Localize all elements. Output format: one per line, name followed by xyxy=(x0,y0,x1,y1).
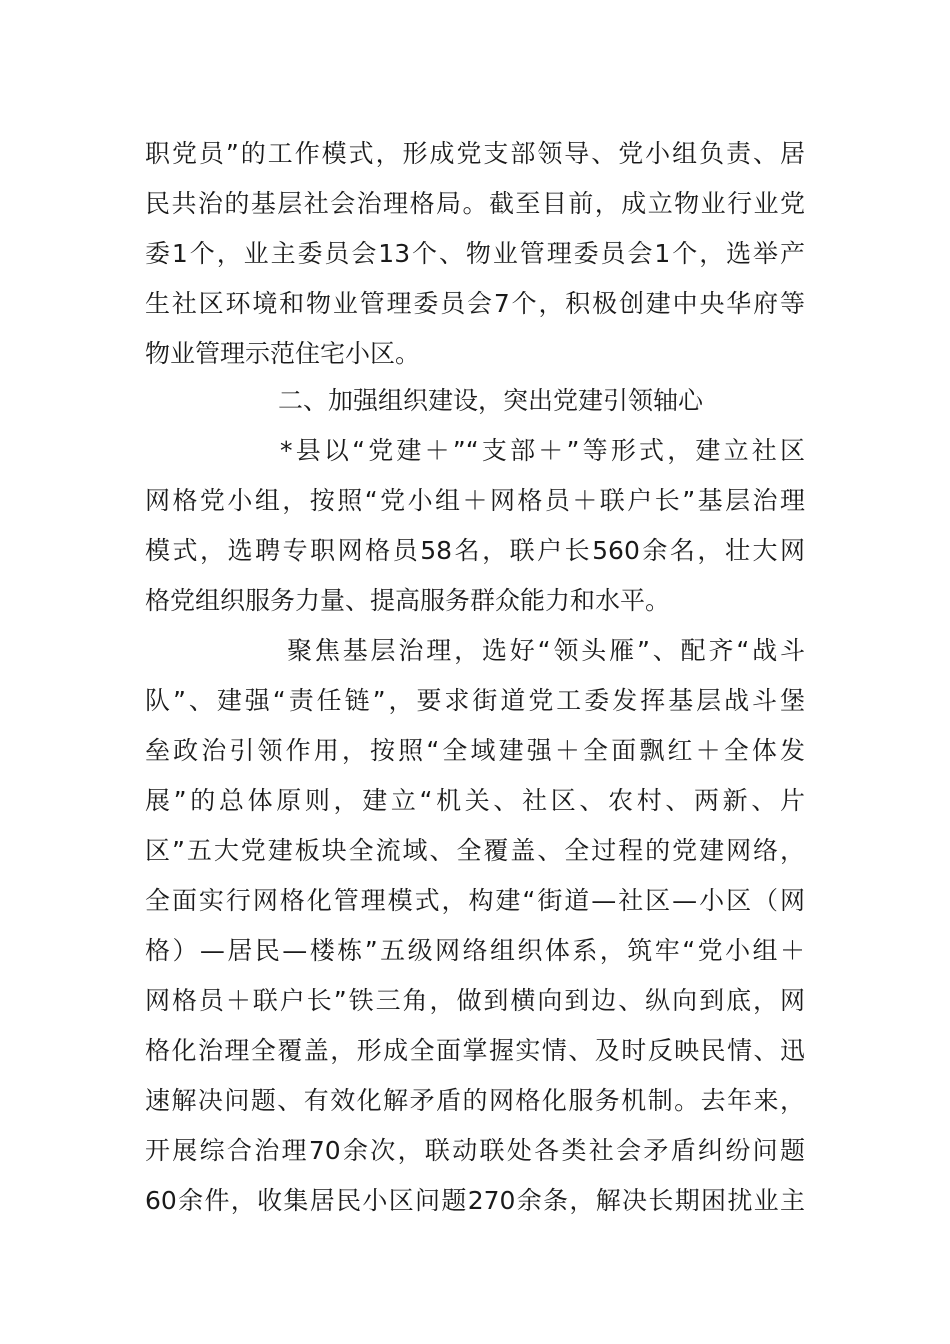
paragraph-line: 民共治的基层社会治理格局。截至目前，成立物业行业党 xyxy=(145,189,805,218)
paragraph-line: 聚焦基层治理，选好“领头雁”、配齐“战斗 xyxy=(287,636,805,665)
paragraph-line: 网格党小组，按照“党小组＋网格员＋联户长”基层治理 xyxy=(145,486,805,515)
paragraph-line: 物业管理示范住宅小区。 xyxy=(145,339,421,368)
paragraph-line: 职党员”的工作模式，形成党支部领导、党小组负责、居 xyxy=(145,139,805,168)
paragraph-line: 全面实行网格化管理模式，构建“街道—社区—小区（网 xyxy=(145,886,805,915)
paragraph-line: 速解决问题、有效化解矛盾的网格化服务机制。去年来， xyxy=(145,1086,805,1115)
paragraph-line: 委1个，业主委员会13个、物业管理委员会1个，选举产 xyxy=(145,239,805,268)
section-heading: 二、加强组织建设，突出党建引领轴心 xyxy=(278,386,704,415)
paragraph-line: 格党组织服务力量、提高服务群众能力和水平。 xyxy=(145,586,671,615)
paragraph-line: *县以“党建＋”“支部＋”等形式，建立社区 xyxy=(280,436,805,465)
paragraph-line: 队”、建强“责任链”，要求街道党工委发挥基层战斗堡 xyxy=(145,686,805,715)
paragraph-line: 开展综合治理70余次，联动联处各类社会矛盾纠纷问题 xyxy=(145,1136,805,1165)
paragraph-line: 垒政治引领作用，按照“全域建强＋全面飘红＋全体发 xyxy=(145,736,805,765)
paragraph-line: 格）—居民—楼栋”五级网络组织体系，筑牢“党小组＋ xyxy=(145,936,805,965)
paragraph-line: 网格员＋联户长”铁三角，做到横向到边、纵向到底，网 xyxy=(145,986,805,1015)
paragraph-line: 60余件，收集居民小区问题270余条，解决长期困扰业主 xyxy=(145,1186,805,1215)
paragraph-line: 区”五大党建板块全流域、全覆盖、全过程的党建网络， xyxy=(145,836,805,865)
paragraph-line: 模式，选聘专职网格员58名，联户长560余名，壮大网 xyxy=(145,536,805,565)
paragraph-line: 生社区环境和物业管理委员会7个，积极创建中央华府等 xyxy=(145,289,805,318)
paragraph-line: 格化治理全覆盖，形成全面掌握实情、及时反映民情、迅 xyxy=(145,1036,805,1065)
paragraph-line: 展”的总体原则，建立“机关、社区、农村、两新、片 xyxy=(145,786,805,815)
